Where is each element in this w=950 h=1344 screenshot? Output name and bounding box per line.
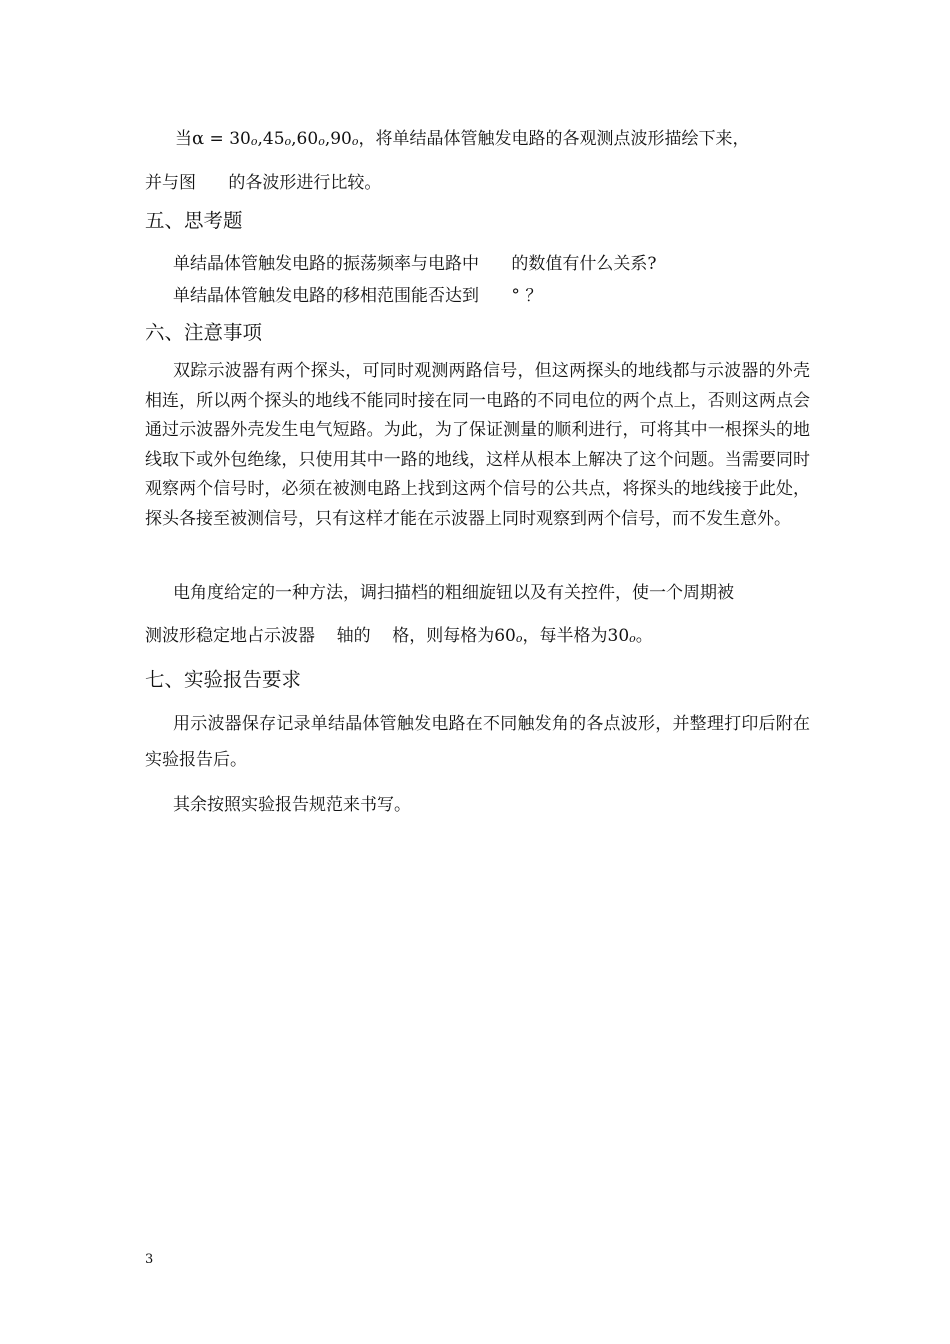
notes-paragraph-1: 双踪示波器有两个探头，可同时观测两路信号，但这两探头的地线都与示波器的外壳相连，所以两个探头的地线不能同时接在同一电路的不同电位的两个点上，否则这两点会通过示波器外壳发生电气短路。为此，为了保证测量的顺利进行，可将其中一根探头的地线取下或外包绝缘，只使用其中一路的地线，这样从根本上解决了这个问题。当需要同时观察两个信号时，必须在被测电路上找到这两个信号的公共点，将探头的地线接于此处，探头各接至被测信号，只有这样才能在示波器上同时观察到两个信号，而不发生意外。	[145, 361, 810, 529]
angle-value-60: ,60	[291, 129, 319, 149]
degree-mark: o	[629, 632, 636, 645]
degree-mark: o	[318, 135, 325, 148]
section-5-heading: 五、思考题	[145, 209, 243, 232]
angle-value-30: = 30	[204, 129, 251, 149]
section-6-heading: 六、注意事项	[145, 321, 263, 344]
notes-paragraph-2-line-2	[145, 621, 653, 646]
intro-line-2: 并与图 的各波形进行比较。	[145, 173, 382, 193]
degree-mark: o	[284, 135, 292, 148]
question-1: 单结晶体管触发电路的振荡频率与电路中 的数值有什么关系?	[173, 254, 657, 274]
section-7-heading: 七、实验报告要求	[145, 668, 302, 691]
notes-paragraph-2-line-1: 电角度给定的一种方法，调扫描档的粗细旋钮以及有关控件，使一个周期被	[173, 583, 734, 603]
intro-line-1-suffix: ，将单结晶体管触发电路的各观测点波形描绘下来，	[358, 129, 750, 149]
notes-text-b: ，每半格为30	[522, 626, 630, 646]
degree-mark: o	[515, 632, 523, 645]
report-paragraph-1: 用示波器保存记录单结晶体管触发电路在不同触发角的各点波形，并整理打印后附在实验报告后。	[145, 714, 810, 770]
degree-mark: o	[250, 135, 258, 148]
notes-text-a: 测波形稳定地占示波器 轴的 格，则每格为60	[145, 626, 516, 646]
angle-value-45: ,45	[257, 129, 285, 149]
text-when: 当	[175, 129, 192, 149]
page-number: 3	[145, 1252, 154, 1267]
question-2: 单结晶体管触发电路的移相范围能否达到 ° ？	[173, 286, 543, 306]
alpha-symbol: α	[192, 128, 205, 149]
report-paragraph-2: 其余按照实验报告规范来书写。	[173, 795, 411, 815]
angle-value-90: ,90	[324, 129, 352, 149]
degree-mark: o	[351, 135, 359, 148]
notes-text-c: 。	[635, 626, 653, 646]
intro-line-1	[175, 124, 749, 149]
